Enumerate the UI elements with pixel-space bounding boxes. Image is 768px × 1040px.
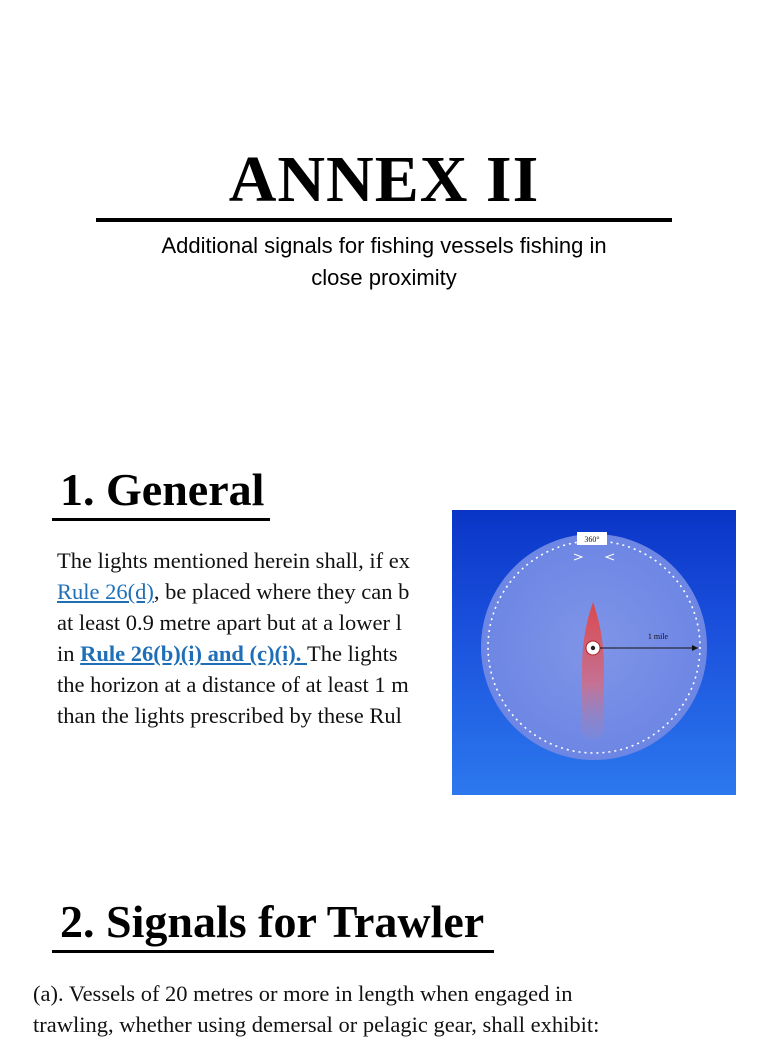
angle-label: 360°	[584, 535, 600, 544]
text-line: The lights mentioned herein shall, if ex	[57, 548, 411, 573]
text-fragment: in	[57, 641, 81, 666]
section-heading-general: 1. General	[52, 462, 270, 521]
range-label: 1 mile	[647, 632, 669, 641]
text-line: than the lights prescribed by these Rul	[57, 703, 402, 728]
rule-26b-26c-link[interactable]: Rule 26(b)(i) and (c)(i).	[80, 641, 307, 666]
rule-26d-link[interactable]: Rule 26(d)	[57, 579, 154, 604]
title-underline	[96, 218, 672, 222]
subtitle-line: close proximity	[311, 265, 457, 290]
text-line: (a). Vessels of 20 metres or more in length when engaged in	[33, 981, 573, 1006]
section-heading-trawler: 2. Signals for Trawler	[52, 894, 494, 953]
light-center-icon	[591, 646, 595, 650]
visibility-diagram	[452, 510, 736, 795]
page-title: ANNEX II	[228, 143, 540, 216]
text-line: trawling, whether using demersal or pelagic gear, shall exhibit:	[33, 1012, 600, 1037]
text-line: the horizon at a distance of at least 1 m	[57, 672, 409, 697]
section-trawler-text	[33, 978, 753, 1040]
text-fragment: , be placed where they can b	[153, 579, 410, 604]
light-visibility-figure	[452, 510, 736, 795]
subtitle-line: Additional signals for fishing vessels fishing in	[161, 233, 607, 258]
page-subtitle	[96, 230, 672, 294]
text-fragment: The lights	[307, 641, 398, 666]
text-line: at least 0.9 metre apart but at a lower l	[57, 610, 402, 635]
